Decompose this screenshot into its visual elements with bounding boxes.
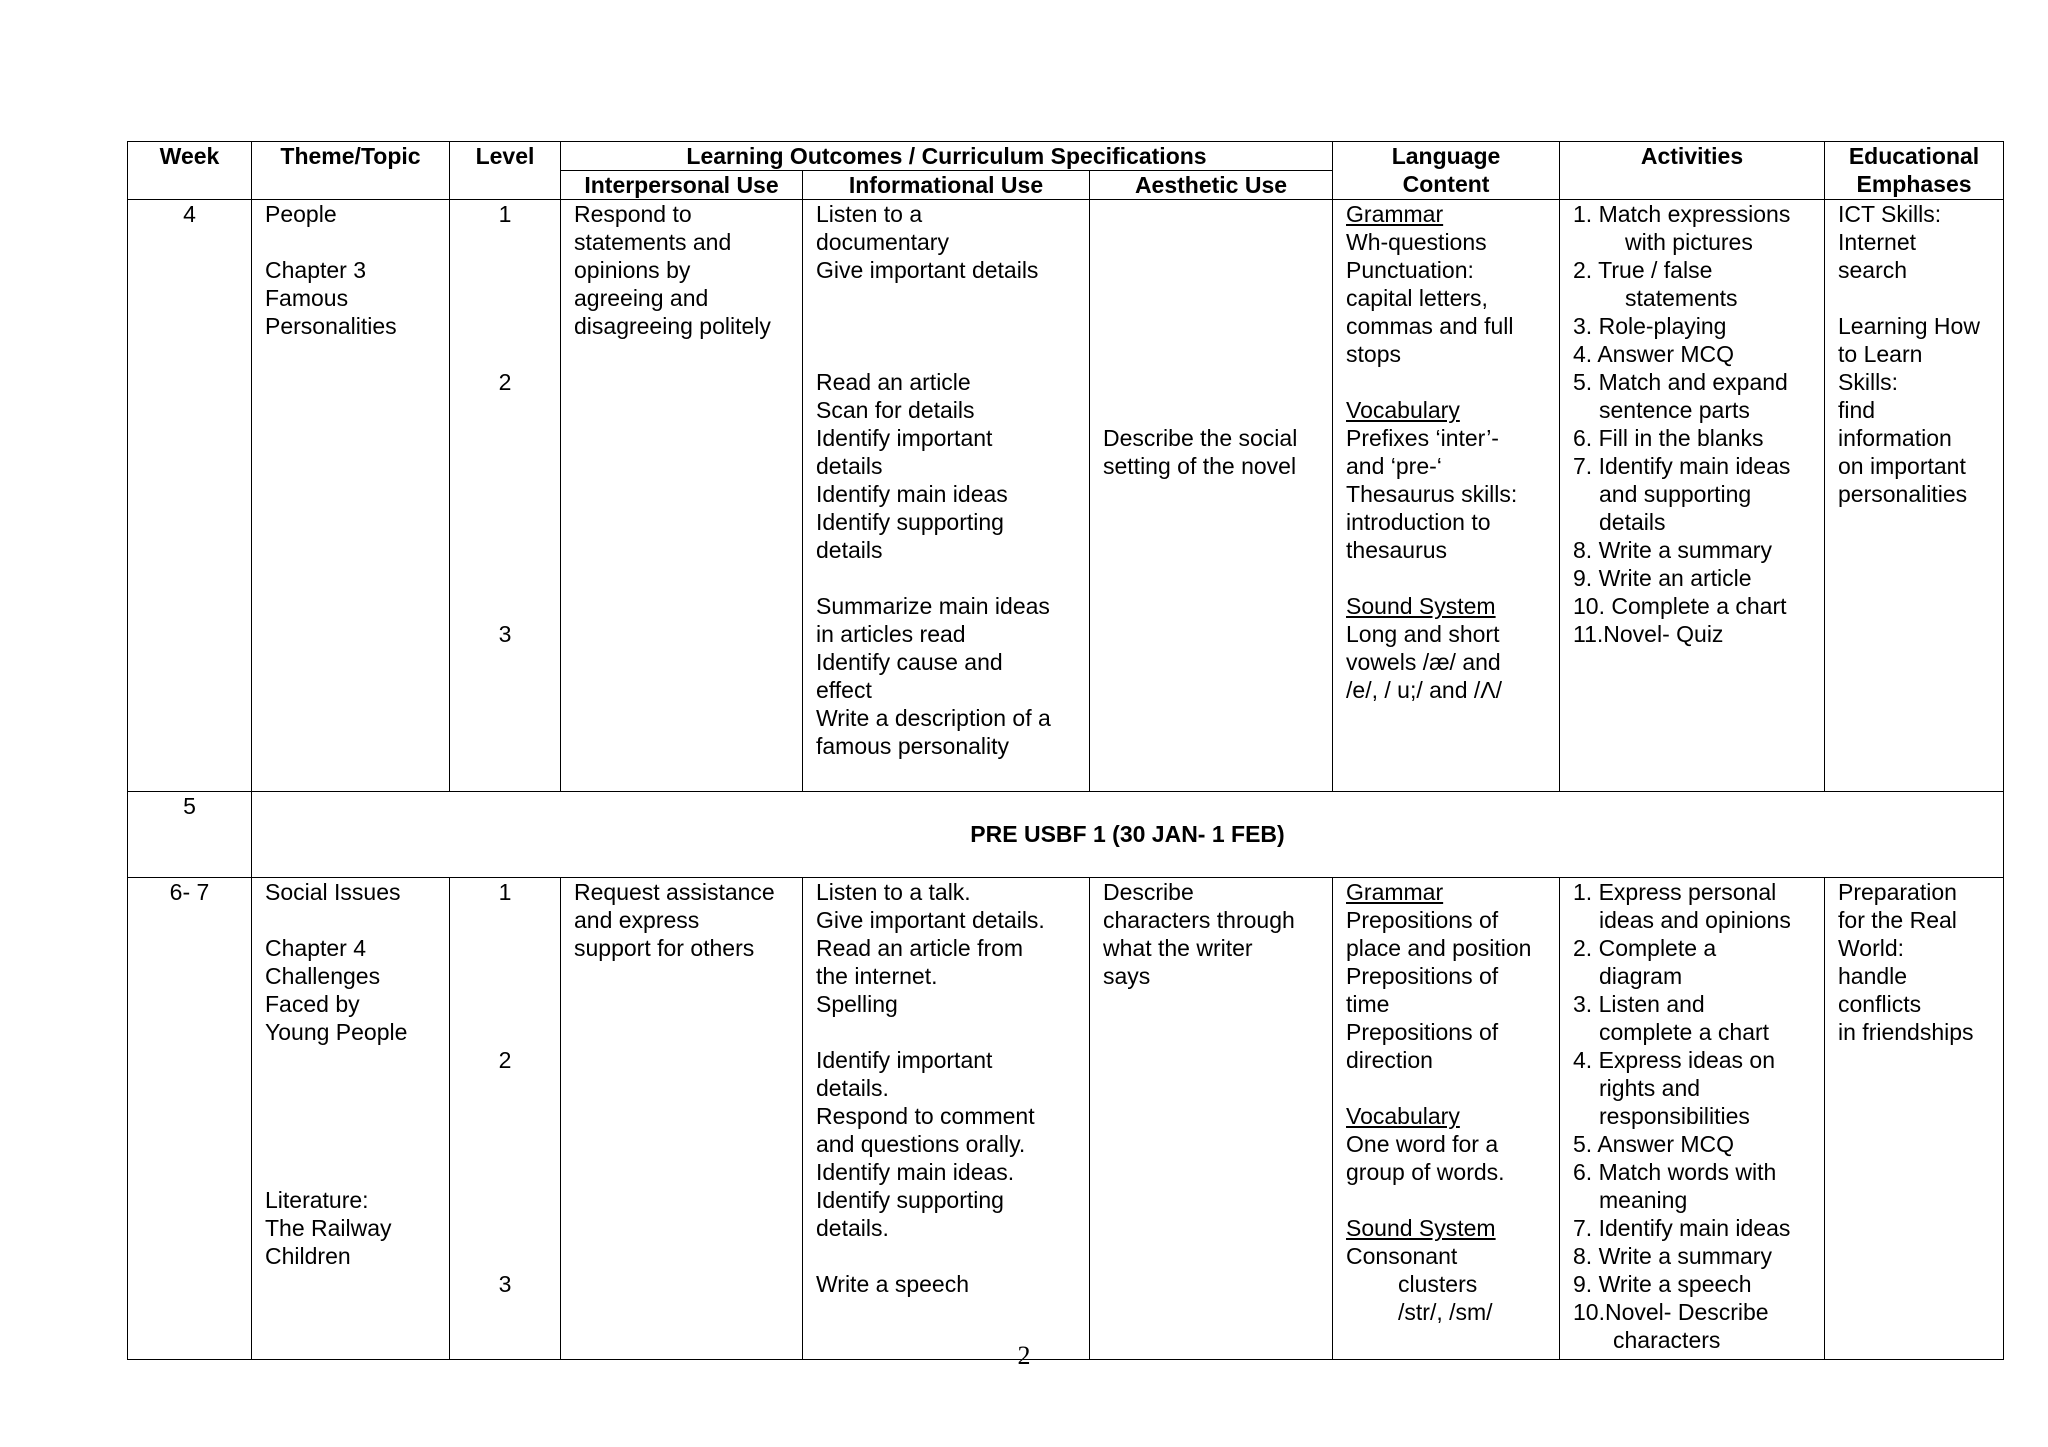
cell-line: commas and full: [1346, 313, 1514, 339]
blank-line: [463, 1242, 547, 1270]
cell-line: 7. Identify main ideas: [1573, 1215, 1791, 1241]
cell-line: what the writer: [1103, 935, 1253, 961]
header-theme: Theme/Topic: [252, 142, 450, 200]
blank-line: [463, 1214, 547, 1242]
cell-line: the internet.: [816, 963, 938, 989]
cell-line: 6. Match words with: [1573, 1159, 1777, 1185]
blank-line: [463, 1102, 547, 1130]
cell-line: Spelling: [816, 991, 898, 1017]
cell-line: 7. Identify main ideas: [1573, 453, 1791, 479]
cell-line: 4. Express ideas on: [1573, 1047, 1776, 1073]
week-cell: 6- 7: [128, 878, 252, 1360]
cell-line: personalities: [1838, 481, 1968, 507]
blank-line: [463, 396, 547, 424]
cell-line: opinions by: [574, 257, 691, 283]
aesthetic-cell: [1090, 878, 1333, 1360]
cell-line: 6. Fill in the blanks: [1573, 425, 1764, 451]
section-heading: Vocabulary: [1346, 1103, 1460, 1129]
cell-line: and express: [574, 907, 700, 933]
blank-line: [1103, 368, 1319, 396]
cell-line: 3. Listen and: [1573, 991, 1705, 1017]
cell-line: Thesaurus skills:: [1346, 481, 1518, 507]
cell-line: responsibilities: [1599, 1103, 1750, 1129]
header-informational: Informational Use: [803, 171, 1090, 200]
blank-line: [1103, 228, 1319, 256]
blank-line: [1103, 312, 1319, 340]
section-heading: Sound System: [1346, 1215, 1496, 1241]
blank-line: [463, 934, 547, 962]
cell-line: Internet: [1838, 229, 1917, 255]
cell-line: characters through: [1103, 907, 1295, 933]
level-cell: [450, 200, 561, 792]
theme-cell: [252, 200, 450, 792]
cell-line: Famous: [265, 285, 349, 311]
cell-line: Personalities: [265, 313, 397, 339]
blank-line: [816, 340, 1076, 368]
blank-line: [463, 990, 547, 1018]
header-level: Level: [450, 142, 561, 200]
blank-line: [463, 284, 547, 312]
cell-line: Request assistance: [574, 879, 775, 905]
cell-line: 3: [498, 621, 512, 647]
blank-line: [463, 1130, 547, 1158]
cell-line: /str/, /sm/: [1398, 1299, 1493, 1325]
cell-line: Describe: [1103, 879, 1194, 905]
cell-line: Identify supporting: [816, 1187, 1004, 1213]
cell-line: World:: [1838, 935, 1905, 961]
table-row-week-5: [128, 792, 2004, 878]
blank-line: [463, 564, 547, 592]
cell-line: details.: [816, 1075, 889, 1101]
cell-line: Read an article: [816, 369, 971, 395]
blank-line: [1346, 1186, 1546, 1214]
cell-line: famous personality: [816, 733, 1010, 759]
blank-line: [463, 962, 547, 990]
cell-line: and ‘pre-‘: [1346, 453, 1442, 479]
cell-line: Scan for details: [816, 397, 975, 423]
cell-line: 10.Novel- Describe: [1573, 1299, 1769, 1325]
cell-line: 2: [498, 369, 512, 395]
cell-line: and supporting: [1599, 481, 1752, 507]
cell-line: characters: [1613, 1327, 1721, 1353]
cell-line: Listen to a talk.: [816, 879, 971, 905]
level-cell: [450, 878, 561, 1360]
blank-line: [463, 480, 547, 508]
cell-line: stops: [1346, 341, 1401, 367]
cell-line: 9. Write a speech: [1573, 1271, 1752, 1297]
blank-line: [816, 1018, 1076, 1046]
blank-line: [265, 1074, 436, 1102]
interpersonal-cell: [561, 200, 803, 792]
header-learning-outcomes: Learning Outcomes / Curriculum Specifications: [561, 142, 1333, 171]
language-content-cell: [1333, 200, 1560, 792]
cell-line: details: [816, 453, 883, 479]
blank-line: [463, 452, 547, 480]
cell-line: Learning How: [1838, 313, 1980, 339]
header-activities: Activities: [1560, 142, 1825, 200]
header-aesthetic: Aesthetic Use: [1090, 171, 1333, 200]
cell-line: Social Issues: [265, 879, 401, 905]
cell-line: Punctuation:: [1346, 257, 1474, 283]
blank-line: [463, 508, 547, 536]
cell-line: support for others: [574, 935, 755, 961]
cell-line: Children: [265, 1243, 351, 1269]
cell-line: statements: [1625, 285, 1738, 311]
blank-line: [1103, 340, 1319, 368]
activities-cell: [1560, 200, 1825, 792]
cell-line: on important: [1838, 453, 1966, 479]
cell-line: Respond to comment: [816, 1103, 1035, 1129]
header-educational-emphases: Educational Emphases: [1825, 142, 2004, 200]
cell-line: vowels /æ/ and: [1346, 649, 1501, 675]
blank-line: [265, 1102, 436, 1130]
cell-line: One word for a: [1346, 1131, 1499, 1157]
scheme-of-work-table: [127, 141, 2004, 1360]
cell-line: Wh-questions: [1346, 229, 1487, 255]
blank-line: [463, 906, 547, 934]
cell-line: Summarize main ideas: [816, 593, 1050, 619]
cell-line: thesaurus: [1346, 537, 1448, 563]
blank-line: [265, 1130, 436, 1158]
cell-line: Identify main ideas: [816, 481, 1008, 507]
educational-emphases-cell: [1825, 878, 2004, 1360]
cell-line: time: [1346, 991, 1390, 1017]
cell-line: Describe the social: [1103, 425, 1298, 451]
section-heading: Grammar: [1346, 201, 1444, 227]
educational-emphases-cell: [1825, 200, 2004, 792]
blank-line: [1346, 1074, 1546, 1102]
blank-line: [463, 592, 547, 620]
cell-line: documentary: [816, 229, 949, 255]
cell-line: Identify important: [816, 425, 993, 451]
cell-line: details: [816, 537, 883, 563]
cell-line: Identify cause and: [816, 649, 1003, 675]
cell-line: Faced by: [265, 991, 360, 1017]
blank-line: [1346, 564, 1546, 592]
cell-line: and questions orally.: [816, 1131, 1026, 1157]
cell-line: Write a speech: [816, 1271, 969, 1297]
cell-line: 9. Write an article: [1573, 565, 1752, 591]
cell-line: 5. Match and expand: [1573, 369, 1788, 395]
blank-line: [463, 424, 547, 452]
blank-line: [463, 1186, 547, 1214]
informational-cell: [803, 878, 1090, 1360]
cell-line: sentence parts: [1599, 397, 1750, 423]
cell-line: 1: [498, 201, 512, 227]
cell-line: meaning: [1599, 1187, 1688, 1213]
cell-line: Prepositions of: [1346, 963, 1499, 989]
section-heading: Sound System: [1346, 593, 1496, 619]
cell-line: 1. Express personal: [1573, 879, 1777, 905]
blank-line: [1103, 256, 1319, 284]
cell-line: details.: [816, 1215, 889, 1241]
theme-cell: [252, 878, 450, 1360]
cell-line: Write a description of a: [816, 705, 1051, 731]
cell-line: says: [1103, 963, 1151, 989]
cell-line: Listen to a: [816, 201, 923, 227]
cell-line: 5. Answer MCQ: [1573, 1131, 1735, 1157]
cell-line: Chapter 3: [265, 257, 367, 283]
cell-line: direction: [1346, 1047, 1433, 1073]
cell-line: Long and short: [1346, 621, 1500, 647]
cell-line: 4. Answer MCQ: [1573, 341, 1735, 367]
cell-line: information: [1838, 425, 1952, 451]
cell-line: 3. Role-playing: [1573, 313, 1727, 339]
week-cell: 5: [128, 792, 252, 878]
activities-cell: [1560, 878, 1825, 1360]
page-number: 2: [1017, 1341, 1031, 1370]
table-row-week-6-7: [128, 878, 2004, 1360]
cell-line: 10. Complete a chart: [1573, 593, 1787, 619]
cell-line: in articles read: [816, 621, 966, 647]
section-heading: Vocabulary: [1346, 397, 1460, 423]
cell-line: 3: [498, 1271, 512, 1297]
blank-line: [816, 284, 1076, 312]
cell-line: Young People: [265, 1019, 408, 1045]
header-week: Week: [128, 142, 252, 200]
informational-cell: [803, 200, 1090, 792]
cell-line: rights and: [1599, 1075, 1701, 1101]
cell-line: People: [265, 201, 337, 227]
cell-line: introduction to: [1346, 509, 1491, 535]
blank-line: [265, 906, 436, 934]
cell-line: Prefixes ‘inter’-: [1346, 425, 1499, 451]
cell-line: Prepositions of: [1346, 1019, 1499, 1045]
header-language-content: Language Content: [1333, 142, 1560, 200]
cell-line: find: [1838, 397, 1876, 423]
cell-line: agreeing and: [574, 285, 709, 311]
cell-line: 11.Novel- Quiz: [1573, 621, 1724, 647]
blank-line: [463, 536, 547, 564]
cell-line: 1: [498, 879, 512, 905]
week-cell: 4: [128, 200, 252, 792]
interpersonal-cell: [561, 878, 803, 1360]
cell-line: Give important details.: [816, 907, 1045, 933]
blank-line: [816, 312, 1076, 340]
blank-line: [265, 1046, 436, 1074]
cell-line: Give important details: [816, 257, 1039, 283]
cell-line: Identify main ideas.: [816, 1159, 1015, 1185]
cell-line: 8. Write a summary: [1573, 1243, 1772, 1269]
cell-line: Preparation: [1838, 879, 1957, 905]
aesthetic-cell: [1090, 200, 1333, 792]
header-interpersonal: Interpersonal Use: [561, 171, 803, 200]
cell-line: statements and: [574, 229, 732, 255]
cell-line: Chapter 4: [265, 935, 367, 961]
cell-line: with pictures: [1625, 229, 1753, 255]
blank-line: [463, 228, 547, 256]
cell-line: details: [1599, 509, 1666, 535]
cell-line: diagram: [1599, 963, 1683, 989]
table-row-week-4: [128, 200, 2004, 792]
cell-line: clusters: [1398, 1271, 1478, 1297]
cell-line: 1. Match expressions: [1573, 201, 1791, 227]
cell-line: handle: [1838, 963, 1908, 989]
cell-line: Identify supporting: [816, 509, 1004, 535]
cell-line: complete a chart: [1599, 1019, 1770, 1045]
blank-line: [463, 1158, 547, 1186]
cell-line: for the Real: [1838, 907, 1957, 933]
pre-usbf-label: PRE USBF 1 (30 JAN- 1 FEB): [252, 792, 2004, 878]
cell-line: 2. True / false: [1573, 257, 1713, 283]
blank-line: [816, 564, 1076, 592]
cell-line: Read an article from: [816, 935, 1024, 961]
cell-line: The Railway: [265, 1215, 392, 1241]
cell-line: /e/, / u;/ and /Λ/: [1346, 677, 1503, 703]
blank-line: [463, 312, 547, 340]
cell-line: search: [1838, 257, 1908, 283]
blank-line: [265, 1158, 436, 1186]
cell-line: 2. Complete a: [1573, 935, 1717, 961]
blank-line: [816, 1242, 1076, 1270]
blank-line: [1103, 396, 1319, 424]
cell-line: 2: [498, 1047, 512, 1073]
cell-line: in friendships: [1838, 1019, 1974, 1045]
cell-line: 8. Write a summary: [1573, 537, 1772, 563]
blank-line: [463, 1074, 547, 1102]
cell-line: Identify important: [816, 1047, 993, 1073]
cell-line: disagreeing politely: [574, 313, 771, 339]
blank-line: [463, 340, 547, 368]
cell-line: Literature:: [265, 1187, 369, 1213]
cell-line: to Learn: [1838, 341, 1923, 367]
cell-line: Prepositions of: [1346, 907, 1499, 933]
section-heading: Grammar: [1346, 879, 1444, 905]
blank-line: [463, 256, 547, 284]
blank-line: [1103, 284, 1319, 312]
cell-line: ideas and opinions: [1599, 907, 1791, 933]
blank-line: [1346, 368, 1546, 396]
language-content-cell: [1333, 878, 1560, 1360]
cell-line: conflicts: [1838, 991, 1922, 1017]
blank-line: [1103, 200, 1319, 228]
cell-line: Respond to: [574, 201, 692, 227]
cell-line: Consonant: [1346, 1243, 1458, 1269]
cell-line: Skills:: [1838, 369, 1899, 395]
cell-line: Challenges: [265, 963, 381, 989]
blank-line: [265, 228, 436, 256]
cell-line: capital letters,: [1346, 285, 1488, 311]
cell-line: setting of the novel: [1103, 453, 1297, 479]
cell-line: group of words.: [1346, 1159, 1505, 1185]
blank-line: [463, 1018, 547, 1046]
cell-line: ICT Skills:: [1838, 201, 1942, 227]
cell-line: effect: [816, 677, 872, 703]
cell-line: place and position: [1346, 935, 1532, 961]
blank-line: [1838, 284, 1990, 312]
